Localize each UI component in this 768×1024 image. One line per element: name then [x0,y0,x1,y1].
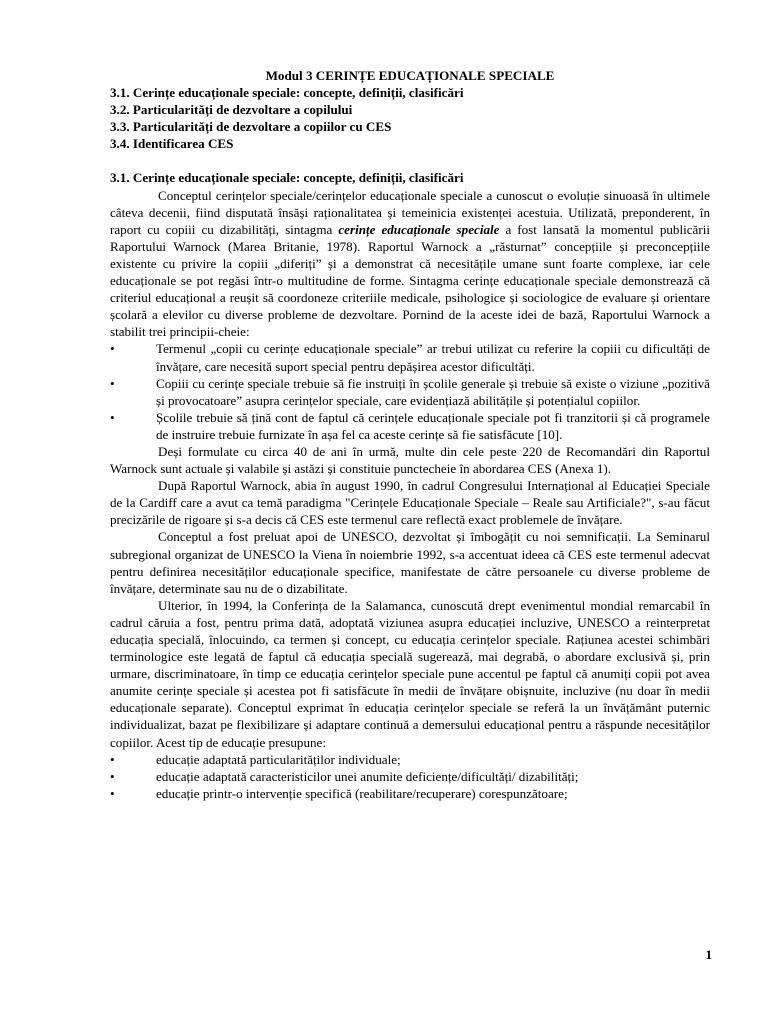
section-heading: 3.1. Cerințe educaționale speciale: concepte, definiții, clasificări [110,170,464,186]
bullet-icon: • [110,751,115,767]
list-item [110,785,710,802]
bullet-icon: • [110,375,115,391]
bullet-icon: • [110,768,115,784]
paragraph-text: Conceptul cerințelor speciale/cerințelor educaționale speciale a cunoscut o evoluție sinuoasă în ultimele câteva decenii, fiind disputată însăși raționalitatea și temeinicia existenței acestuia. Utilizată, preponderent, în raport cu copiii cu dizabilități, sintagma [110,187,710,237]
paragraph-warnock-relevance: Deși formulate cu circa 40 de ani în urmă, multe din cele peste 220 de Recomandări din Raportul Warnock sunt actuale și valabile și astăzi și constituie punctecheie în abordarea CES (Anexa 1). [110,443,710,477]
toc-item: 3.1. Cerințe educaționale speciale: concepte, definiții, clasificări [110,85,464,101]
warnock-principles-list [110,340,710,443]
list-item [110,375,710,409]
list-item-text: educație printr-o intervenție specifică (reabilitare/recuperare) corespunzătoare; [156,785,568,801]
bullet-icon: • [110,341,115,357]
list-item-text: Termenul „copii cu cerințe educaționale speciale” ar trebui utilizat cu referire la copiii cu dificultăți de învățare, care necesită suport special pentru depășirea acestor dificultăți. [156,341,710,374]
paragraph-cardiff: După Raportul Warnock, abia în august 1990, în cadrul Congresului Internațional al Educației Speciale de la Cardiff care a avut ca temă paradigma "Cerințele Educaționale Speciale – Reale sau Artificiale?", s-au făcut precizările de rigoare și s-a decis că CES este termenul care reflectă exact problemele de învățare. [110,478,710,528]
list-item [110,768,710,785]
list-item-text: Copiii cu cerințe speciale trebuie să fie instruiți în școlile generale și trebuie să existe o viziune „pozitivă și provocatoare” asupra cerințelor speciale, care evidențiază abilitățile și potențialul copiilor. [156,375,710,408]
list-item-text: educație adaptată caracteristicilor unei anumite deficiențe/dificultăți/ dizabilități; [156,768,579,784]
document-body [110,67,710,802]
list-item [110,751,710,768]
document-title: Modul 3 CERINȚE EDUCAȚIONALE SPECIALE [265,68,555,83]
emphasis-term: cerințe educaționale speciale [338,221,500,237]
list-item [110,409,710,443]
table-of-contents [110,84,710,152]
list-item [110,340,710,374]
list-item-text: educație adaptată particularităților individuale; [156,751,401,767]
list-item-text: Școlile trebuie să țină cont de faptul că cerințele educaționale speciale pot fi tranzitorii și că programele de instruire trebuie furnizate în așa fel ca aceste cerințe să fie satisfăcute [10]. [156,409,710,442]
paragraph-unesco-vienna: Conceptul a fost preluat apoi de UNESCO, dezvoltat și îmbogățit cu noi semnificații. La Seminarul subregional organizat de UNESCO la Viena în noiembrie 1992, s-a accentuat ideea că CES este termenul adecvat pentru definirea necesităților educaționale specifice, manifestate de către persoanele cu diverse probleme de învățare, determinate sau nu de o dizabilitate. [110,529,710,596]
toc-item: 3.2. Particularități de dezvoltare a copilului [110,102,353,118]
bullet-icon: • [110,409,115,425]
toc-item: 3.3. Particularități de dezvoltare a copiilor cu CES [110,119,392,135]
bullet-icon: • [110,785,115,801]
page-number: 1 [705,947,712,962]
paragraph-text: a fost lansată la momentul publicării Raportului Warnock (Marea Britanie, 1978). Raportul Warnock a „răsturnat” concepțiile și preconcepțiile existente cu privire la copiii „diferiți” și a demonstrat că necesitățile umane sunt foarte complexe, iar cele educaționale se pot regăsi într-o multitudine de forme. Sintagma cerințe educaționale speciale demonstrează că criteriul educațional a reușit să coordoneze criteriile medicale, psihologice și sociologice de evaluare și orientare școlară a elevilor cu diverse probleme de dezvoltare. Pornind de la aceste idei de bază, Raportului Warnock a stabilit trei principii-cheie: [110,221,710,340]
toc-item: 3.4. Identificarea CES [110,136,234,152]
spacer [110,152,710,169]
education-features-list [110,751,710,802]
paragraph-salamanca: Ulterior, în 1994, la Conferința de la Salamanca, cunoscută drept evenimentul mondial remarcabil în cadrul căruia a fost, pentru prima dată, adoptată viziunea asupra educației incluzive, UNESCO a reinterpretat educația specială, înlocuindo, ca termen și concept, cu educația cerințelor speciale. Rațiunea acestei schimbări terminologice este legată de faptul că educația specială sugerează, mai degrabă, o abordare exclusivă și, prin urmare, discriminatoare, în timp ce educația cerințelor speciale pune accentul pe faptul că anumiți copii pot avea anumite cerințe speciale și acestea pot fi satisfăcute în medii de învățare obișnuite, incluzive (nu doar în medii educaționale separate). Conceptul exprimat în educația cerințelor speciale se referă la un învățământ puternic individualizat, bazat pe flexibilizare și adaptare continuă a demersului educațional pentru a răspunde necesităților copiilor. Acest tip de educație presupune: [110,597,710,750]
paragraph-intro [110,187,710,341]
